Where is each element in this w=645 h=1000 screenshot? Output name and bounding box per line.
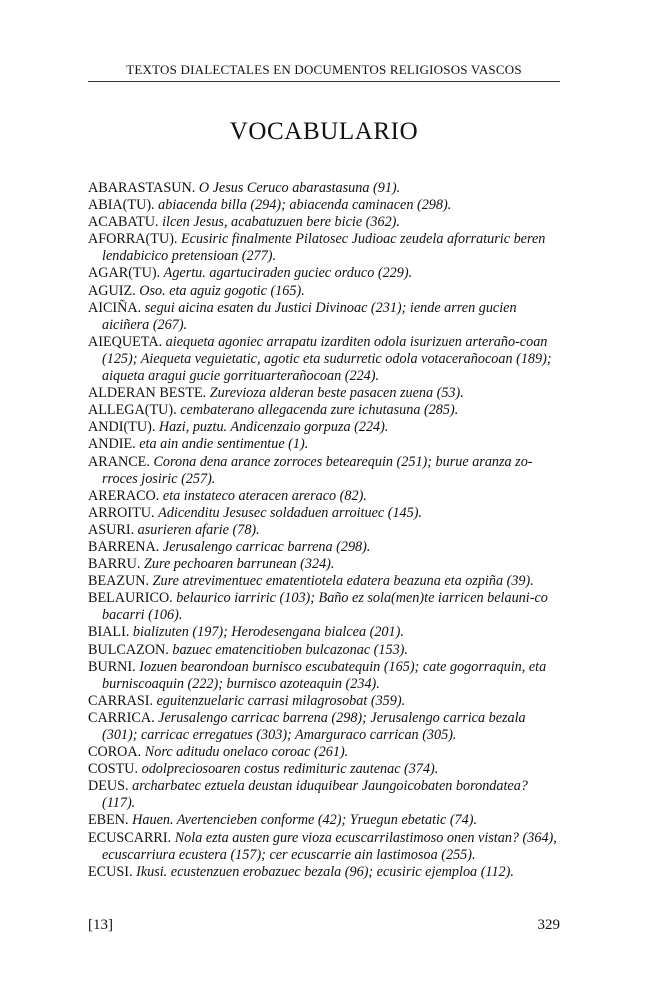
- page-number: 329: [537, 917, 560, 933]
- vocabulary-entry: [88, 231, 560, 265]
- vocabulary-entry: [88, 761, 560, 778]
- entry-headword: CARRICA.: [88, 709, 155, 726]
- entry-text: segui aicina esaten du Justici Divinoac (231); iende arren gucien aiciñera (267).: [102, 299, 517, 333]
- entry-headword: BARRENA.: [88, 538, 160, 555]
- entry-text: belaurico iarriric (103); Baño ez sola(men)te iarricen belauni-co bacarri (106).: [102, 590, 548, 624]
- vocabulary-entry: [88, 385, 560, 402]
- vocabulary-entry: [88, 864, 560, 881]
- entry-text: archarbatec eztuela deustan iduquibear Jaungoicobaten borondatea? (117).: [102, 778, 528, 812]
- entry-text: Corona dena arance zorroces betearequin (251); burue aranza zo-rroces josiric (257).: [102, 453, 533, 487]
- entry-headword: ANDI(TU).: [88, 419, 156, 436]
- vocabulary-entry: [88, 693, 560, 710]
- entry-text: Norc aditudu onelaco coroac (261).: [144, 744, 349, 761]
- entry-headword: ABIA(TU).: [88, 197, 155, 214]
- entry-headword: AGUIZ.: [88, 282, 136, 299]
- entry-text: aiequeta agoniec arrapatu izarditen odola isurizuen arteraño-coan (125); Aiequeta veguietatic, agotic eta sudurretic odola votacerañocoan (189); aiqueta aragui gucie gorrituarterañocoan (224).: [102, 333, 552, 385]
- vocabulary-entry: [88, 744, 560, 761]
- vocabulary-entry: [88, 539, 560, 556]
- entry-headword: ARERACO.: [88, 487, 160, 504]
- entry-text: abiacenda billa (294); abiacenda caminacen (298).: [158, 197, 452, 214]
- vocabulary-entry: [88, 300, 560, 334]
- entry-text: Jerusalengo carricac barrena (298); Jerusalengo carrica bezala (301); carricac erregatues (303); Amarguraco carrican (305).: [102, 709, 526, 743]
- vocabulary-entry: [88, 590, 560, 624]
- entry-text: Adicenditu Jesusec soldaduen arroituec (145).: [158, 504, 423, 521]
- entry-headword: DEUS.: [88, 778, 129, 795]
- vocabulary-entry: [88, 180, 560, 197]
- entry-text: asurieren afarie (78).: [137, 521, 260, 538]
- entry-text: Hauen. Avertencieben conforme (42); Yruegun ebetatic (74).: [132, 812, 478, 829]
- vocabulary-entry: [88, 197, 560, 214]
- entry-text: Ecusiric finalmente Pilatosec Judioac zeudela aforraturic beren lendabicico pretensioan (277).: [102, 231, 546, 265]
- vocabulary-entry: [88, 778, 560, 812]
- entry-headword: ARANCE.: [88, 453, 150, 470]
- entry-text: Zurevioza alderan beste pasacen zuena (53).: [209, 385, 464, 402]
- vocabulary-entry: [88, 522, 560, 539]
- entry-text: eta ain andie sentimentue (1).: [139, 436, 309, 453]
- header-rule: [88, 81, 560, 82]
- entry-text: Hazi, puztu. Andicenzaio gorpuza (224).: [158, 419, 389, 436]
- vocabulary-entry: [88, 830, 560, 864]
- entry-headword: ACABATU.: [88, 214, 159, 231]
- vocabulary-entry: [88, 556, 560, 573]
- entry-text: Ikusi. ecustenzuen erobazuec bezala (96); ecusiric ejemploa (112).: [136, 863, 514, 880]
- vocabulary-entry: [88, 454, 560, 488]
- vocabulary-entry: [88, 812, 560, 829]
- entry-headword: BEAZUN.: [88, 573, 150, 590]
- entry-text: cembaterano allegacenda zure ichutasuna (285).: [180, 402, 459, 419]
- vocabulary-entry: [88, 710, 560, 744]
- vocabulary-entry: [88, 214, 560, 231]
- entry-text: Jerusalengo carricac barrena (298).: [162, 538, 371, 555]
- vocabulary-entry: [88, 436, 560, 453]
- entry-headword: AFORRA(TU).: [88, 231, 178, 248]
- entry-headword: BARRU.: [88, 556, 141, 573]
- entry-text: Iozuen bearondoan burnisco escubatequin (165); cate gogorraquin, eta burniscoaquin (222); burnisco azoteaquin (234).: [102, 658, 547, 692]
- vocabulary-entry: [88, 419, 560, 436]
- entry-headword: BIALI.: [88, 624, 130, 641]
- entry-headword: CARRASI.: [88, 692, 154, 709]
- entry-headword: AIEQUETA.: [88, 333, 163, 350]
- entry-text: bializuten (197); Herodesengana bialcea (201).: [132, 624, 404, 641]
- entry-headword: ARROITU.: [88, 504, 155, 521]
- vocabulary-entry: [88, 488, 560, 505]
- entry-text: O Jesus Ceruco abarastasuna (91).: [198, 180, 401, 196]
- entry-headword: BULCAZON.: [88, 641, 169, 658]
- entry-text: eguitenzuelaric carrasi milagrosobat (359).: [156, 692, 406, 709]
- entry-headword: ABARASTASUN.: [88, 180, 196, 196]
- entry-headword: ALDERAN BESTE.: [88, 385, 207, 402]
- entry-text: Oso. eta aguiz gogotic (165).: [139, 282, 305, 299]
- section-title: VOCABULARIO: [229, 118, 419, 145]
- entry-headword: AGAR(TU).: [88, 265, 161, 282]
- entry-headword: AICIÑA.: [88, 299, 142, 316]
- entry-headword: COROA.: [88, 744, 142, 761]
- entry-headword: ASURI.: [88, 521, 135, 538]
- entry-headword: ECUSCARRI.: [88, 829, 172, 846]
- entry-text: odolpreciosoaren costus redimituric zautenac (374).: [141, 761, 439, 778]
- entry-headword: BELAURICO.: [88, 590, 173, 607]
- entry-headword: EBEN.: [88, 812, 129, 829]
- vocabulary-entry: [88, 283, 560, 300]
- entry-headword: ALLEGA(TU).: [88, 402, 177, 419]
- entry-headword: ANDIE.: [88, 436, 136, 453]
- entry-text: eta instateco ateracen areraco (82).: [162, 487, 367, 504]
- entry-headword: COSTU.: [88, 761, 139, 778]
- vocabulary-entry: [88, 505, 560, 522]
- vocabulary-list: [88, 180, 560, 881]
- vocabulary-entry: [88, 402, 560, 419]
- vocabulary-entry: [88, 265, 560, 282]
- entry-text: Agertu. agartuciraden guciec orduco (229).: [163, 265, 413, 282]
- vocabulary-entry: [88, 659, 560, 693]
- entry-headword: ECUSI.: [88, 863, 133, 880]
- running-head: TEXTOS DIALECTALES EN DOCUMENTOS RELIGIOSOS VASCOS: [126, 62, 522, 77]
- entry-text: Nola ezta austen gure vioza ecuscarrilastimoso onen vistan? (364), ecuscarriura ecustera (157); cer ecuscarrie ain lastimosoa (255).: [102, 829, 557, 863]
- entry-text: bazuec ematencitioben bulcazonac (153).: [172, 641, 408, 658]
- entry-text: Zure atrevimentuec ematentiotela edatera beazuna eta ozpiña (39).: [152, 573, 534, 590]
- vocabulary-entry: [88, 334, 560, 385]
- entry-text: Zure pechoaren barrunean (324).: [143, 556, 335, 573]
- vocabulary-entry: [88, 573, 560, 590]
- signature-mark: [13]: [88, 917, 113, 933]
- vocabulary-entry: [88, 642, 560, 659]
- entry-text: ilcen Jesus, acabatuzuen bere bicie (362).: [162, 214, 400, 231]
- vocabulary-entry: [88, 624, 560, 641]
- entry-headword: BURNI.: [88, 658, 136, 675]
